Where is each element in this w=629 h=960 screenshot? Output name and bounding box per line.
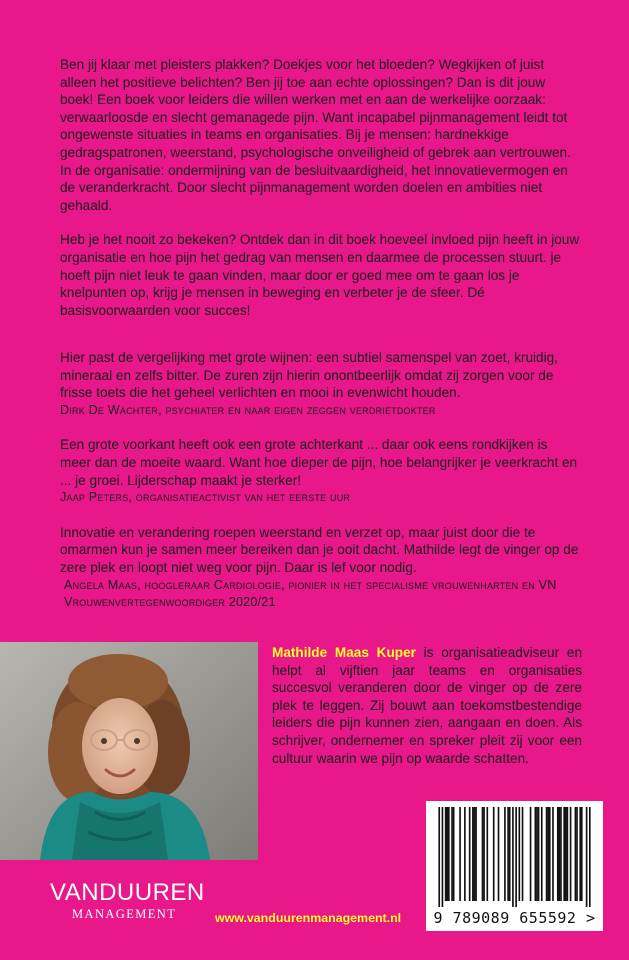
- barcode-bar: [451, 807, 453, 901]
- publisher-imprint: MANAGEMENT: [72, 907, 177, 921]
- barcode-bar: [453, 807, 455, 901]
- barcode-bar: [586, 807, 588, 907]
- barcode-bar: [507, 807, 509, 901]
- intro-paragraph-1: Ben jij klaar met pleisters plakken? Doekjes voor het bloeden? Wegkijken of juist alleen het positieve belichten? Ben jij toe aan echte oplossingen? Dan is dit jouw boek! Een boek voor leiders die willen werken met en aan de werkelijke oorzaak: verwaarloosde en slecht gemanagede pijn. Want incapabel pijnmanagement leidt tot ongewenste situaties in teams en organisaties. Bij je mensen: hardnekkige gedragspatronen, weerstand, psychologische onveiligheid of gebrek aan vertrouwen. In de organisatie: ondermijning van de besluitvaardigheid, het innovatievermogen en de veranderkracht. Door slecht pijnmanagement worden doelen en ambities niet gehaald.: [60, 57, 571, 213]
- author-portrait-illustration: [0, 642, 258, 860]
- endorsement-text: Hier past de vergelijking met grote wijnen: een subtiel samenspel van zoet, kruidig, mineraal en zelfs bitter. De zuren zijn hierin onontbeerlijk omdat zij zorgen voor de frisse toets die het geheel verlichten en mooi in evenwicht houden.: [60, 350, 558, 401]
- endorsement-attribution: Dirk De Wachter, psychiater en naar eigen zeggen verdrietdokter: [60, 402, 436, 417]
- barcode-bar: [547, 807, 549, 901]
- endorsement-attribution: Jaap Peters, organisatieactivist van het eerste uur: [60, 490, 351, 505]
- barcode-bar: [549, 807, 551, 901]
- barcode-bar: [522, 807, 524, 901]
- barcode-bar: [576, 807, 578, 901]
- barcode-bar: [448, 807, 450, 901]
- intro-paragraph-2: Heb je het nooit zo bekeken? Ontdek dan in dit boek hoeveel invloed pijn heeft in jouw organisatie en hoe pijn het gedrag van mensen en daarmee de processen stuurt. je hoeft pijn niet leuk te gaan vinden, maar door er goed mee om te gaan los je knelpunten op, krijg je mensen in beweging en verbeter je de sfeer. Dé basisvoorwaarden voor succes!: [60, 232, 580, 318]
- barcode-bar: [535, 807, 537, 901]
- barcode-bar: [546, 807, 548, 901]
- barcode-bar: [541, 807, 543, 901]
- barcode-bar: [459, 807, 461, 901]
- isbn-barcode: [426, 801, 603, 931]
- barcode-bar: [469, 807, 471, 901]
- barcode-bar: [474, 807, 476, 901]
- barcode-bars: [432, 807, 597, 907]
- barcode-bar: [486, 807, 488, 901]
- barcode-bar: [498, 807, 500, 901]
- barcode-bar: [446, 807, 448, 901]
- author-bio-text: is organisatieadviseur en helpt al vijftien jaar teams en organisaties succesvol veranderen door de vinger op de zere plek te leggen. Zij bouwt aan toekomstbestendige leiders die pijn kunnen zien, aangaan en doen. Als schrijver, ondernemer en spreker pleit zij voor een cultuur waarin we pijn op waarde schatten.: [272, 645, 582, 766]
- barcode-bar: [445, 807, 447, 901]
- barcode-bar: [538, 807, 540, 901]
- barcode-bar: [472, 807, 474, 901]
- endorsements: [60, 349, 580, 629]
- barcode-bar: [589, 807, 591, 907]
- author-photo: [0, 642, 258, 860]
- barcode-bar: [442, 807, 444, 907]
- endorsement-2: [60, 436, 580, 506]
- publisher-logo: [50, 881, 210, 927]
- publisher-name: VANDUUREN: [50, 879, 205, 906]
- barcode-bar: [475, 807, 477, 901]
- barcode-bar: [581, 807, 583, 901]
- barcode-bar: [493, 807, 495, 901]
- barcode-bar: [560, 807, 562, 901]
- barcode-bar: [575, 807, 577, 901]
- barcode-digits: 9 789089 655592 >: [433, 909, 596, 927]
- author-bio: [272, 644, 582, 767]
- barcode-bar: [438, 807, 440, 907]
- barcode-bar: [559, 807, 561, 901]
- barcode-bar: [515, 807, 517, 907]
- publisher-website: www.vanduurenmanagement.nl: [215, 911, 402, 925]
- endorsement-3: [60, 524, 580, 612]
- intro-text: [60, 56, 580, 336]
- barcode-bar: [570, 807, 572, 901]
- barcode-bar: [482, 807, 484, 901]
- endorsement-1: [60, 349, 580, 419]
- endorsement-attribution: Angela Maas, hoogleraar Cardiologie, pionier in het specialisme vrouwenharten en VN Vrouwenvertegenwoordiger 2020/21: [64, 577, 557, 610]
- barcode-bar: [563, 807, 565, 901]
- barcode-bar: [579, 807, 581, 901]
- barcode-bar: [464, 807, 466, 901]
- barcode-bar: [557, 807, 559, 901]
- barcode-bar: [483, 807, 485, 901]
- barcode-bar: [504, 807, 506, 901]
- barcode-bar: [536, 807, 538, 901]
- endorsement-text: Een grote voorkant heeft ook een grote achterkant ... daar ook eens rondkijken is meer dan de moeite waard. Want hoe dieper de pijn, hoe belangrijker je veerkracht en ... je groei. Lijderschap maakt je sterker!: [60, 437, 578, 488]
- barcode-bar: [512, 807, 514, 907]
- author-name: Mathilde Maas Kuper: [272, 645, 416, 660]
- barcode-bar: [567, 807, 569, 901]
- barcode-bar: [530, 807, 532, 901]
- barcode-bar: [509, 807, 511, 901]
- barcode-bar: [565, 807, 567, 901]
- endorsement-text: Innovatie en verandering roepen weerstand en verzet op, maar juist door die te omarmen kun je samen meer bereiken dan je ooit dacht. Mathilde legt de vinger op de zere plek en loopt niet weg voor pijn. Daar is lef voor nodig.: [60, 524, 579, 575]
- barcode-bar: [552, 807, 554, 901]
- barcode-bar: [519, 807, 521, 901]
